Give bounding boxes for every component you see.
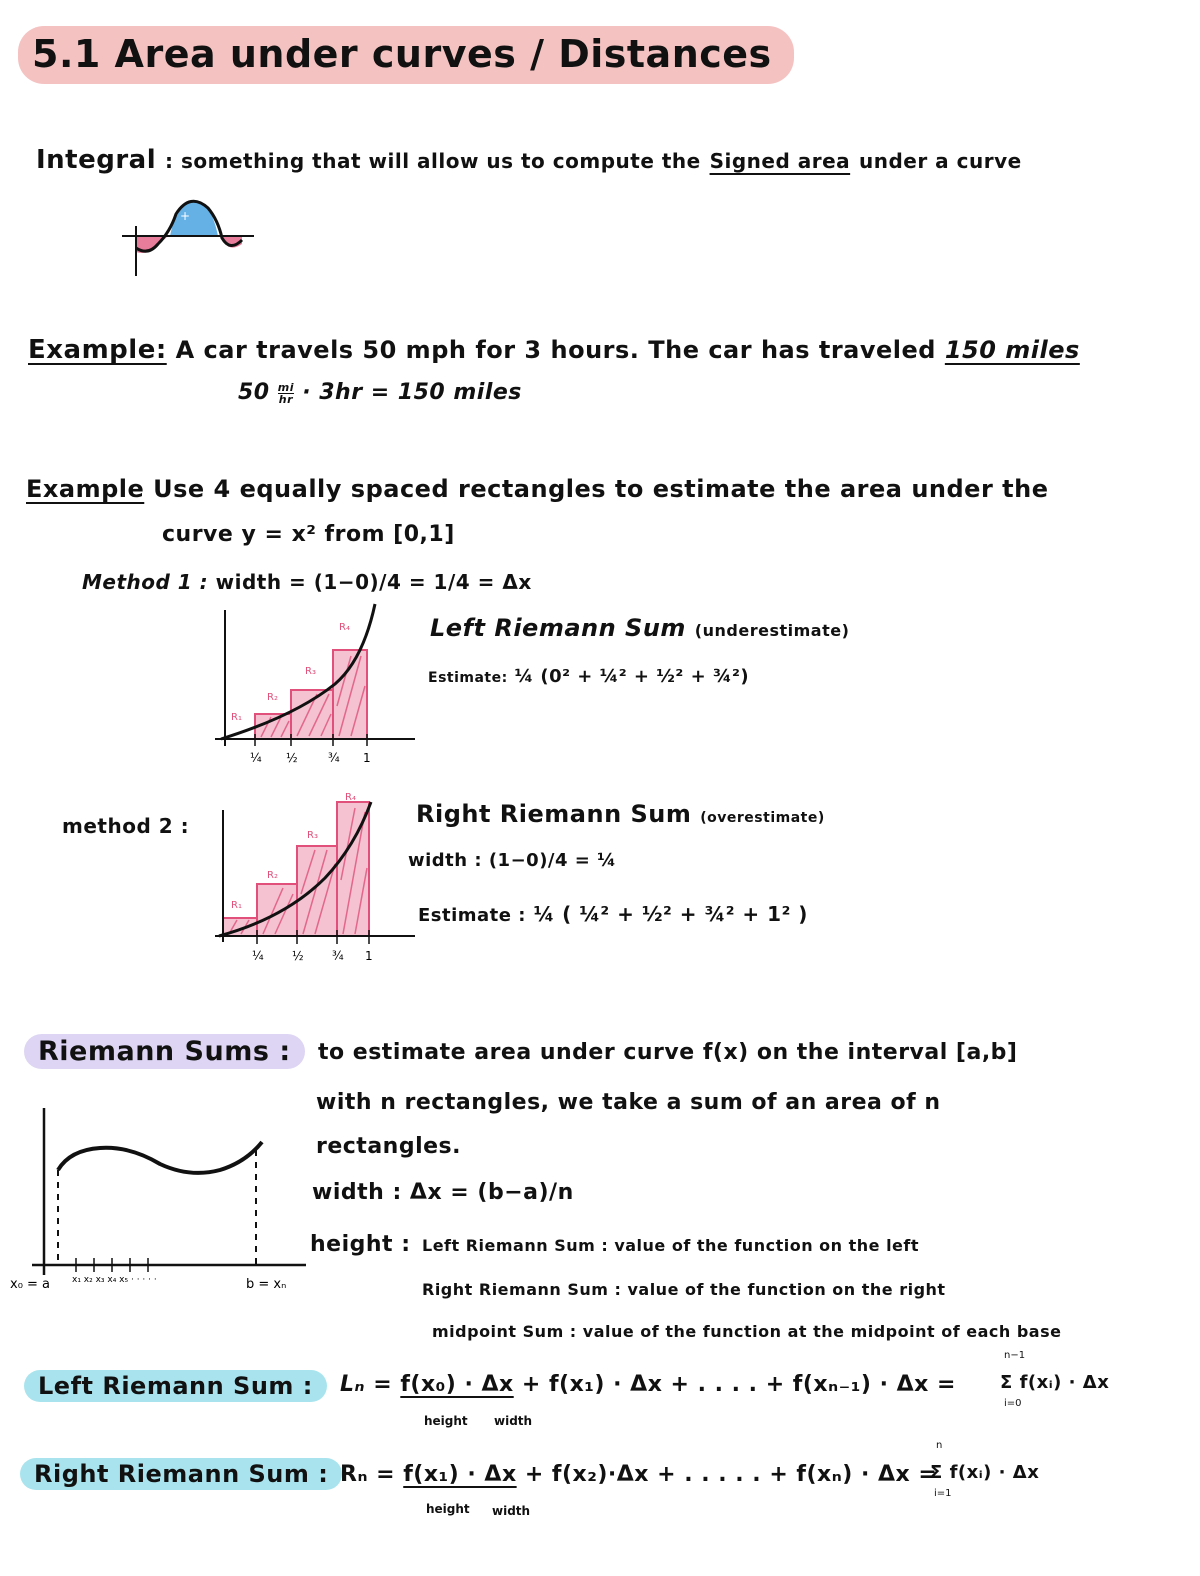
left-sum-first-term: f(x₀) · Δx — [400, 1372, 514, 1397]
left-sum-lhs: Lₙ = — [340, 1372, 393, 1397]
method1-note: (underestimate) — [694, 621, 850, 640]
calc-fraction — [278, 382, 294, 405]
riemann-width-expr: Δx = (b−a)/n — [409, 1180, 574, 1205]
integral-definition — [36, 145, 1022, 175]
positive-area — [170, 201, 218, 236]
right-sum-label: Right Riemann Sum : — [20, 1458, 342, 1490]
left-rect-label-3: R₃ — [305, 666, 316, 677]
method2-estimate-expr: ¼ ( ¼² + ½² + ¾² + 1² ) — [533, 902, 808, 926]
method2-label: method 2 : — [62, 814, 190, 838]
left-sum-label-wrap — [24, 1372, 327, 1400]
left-tick-1: ¼ — [250, 751, 262, 765]
right-sum-height-note: height — [426, 1502, 470, 1516]
right-sum-rest: + f(x₂)·Δx + . . . . . + f(xₙ) · Δx = — [524, 1462, 938, 1487]
example2-line2: curve y = x² from [0,1] — [162, 522, 455, 547]
method2-note: (overestimate) — [700, 810, 825, 826]
example2-label: Example — [26, 475, 145, 503]
right-rect-3 — [297, 846, 337, 936]
integral-def-pre: : something that will allow us to compute the — [165, 149, 701, 173]
right-rect-label-1: R₁ — [231, 900, 242, 911]
method2-heading: Right Riemann Sum — [416, 800, 692, 828]
example1-text: A car travels 50 mph for 3 hours. The car has traveled — [175, 336, 936, 364]
riemann-height-right: Right Riemann Sum : value of the function on the right — [422, 1280, 946, 1299]
axis-right-label: b = xₙ — [246, 1277, 287, 1292]
right-sum-lhs: Rₙ = — [340, 1462, 396, 1487]
example1-calc — [238, 380, 522, 405]
riemann-height-mid: midpoint Sum : value of the function at the midpoint of each base — [432, 1322, 1062, 1341]
method1-estimate-expr: ¼ (0² + ¼² + ½² + ¾²) — [514, 666, 750, 687]
general-riemann-graph — [10, 1100, 310, 1310]
left-rect-label-1: R₁ — [231, 712, 242, 723]
method2-heading-line — [416, 800, 825, 828]
left-rect-label-2: R₂ — [267, 692, 278, 703]
example2-line1 — [26, 475, 1049, 503]
riemann-label-wrap — [24, 1036, 305, 1067]
method1-width-line — [82, 570, 532, 594]
right-sigma-top: n — [936, 1440, 943, 1451]
left-sigma-bottom: i=0 — [1004, 1398, 1022, 1409]
left-sum-height-note: height — [424, 1414, 468, 1428]
calc-frac-num: mi — [277, 380, 295, 394]
method1-heading: Left Riemann Sum — [430, 614, 686, 642]
svg-text:+: + — [180, 209, 191, 223]
left-tick-2: ½ — [286, 751, 298, 765]
riemann-line2: with n rectangles, we take a sum of an area of n — [316, 1090, 941, 1115]
right-sum-formula — [340, 1462, 937, 1487]
axis-ticks-label: x₁ x₂ x₃ x₄ x₅ · · · · · — [72, 1275, 157, 1285]
right-sum-first-term: f(x₁) · Δx — [403, 1462, 517, 1487]
right-sum-sigma — [930, 1440, 1060, 1504]
right-tick-3: ¾ — [332, 949, 344, 963]
left-riemann-graph — [205, 596, 420, 776]
riemann-height-left: Left Riemann Sum : value of the function on the left — [422, 1236, 920, 1255]
right-sum-label-wrap — [20, 1460, 342, 1488]
left-sigma-expr: Σ f(xᵢ) · Δx — [1000, 1372, 1110, 1393]
axis-left-label: x₀ = a — [10, 1277, 51, 1292]
right-riemann-graph — [205, 790, 420, 975]
method1-heading-line — [430, 614, 849, 642]
riemann-height-label: height : — [310, 1232, 411, 1257]
example1-label: Example: — [28, 335, 167, 365]
method2-estimate-label: Estimate : — [418, 905, 526, 926]
integral-def-under: Signed area — [709, 149, 851, 173]
right-rect-label-3: R₃ — [307, 830, 318, 841]
method2-width: width : (1−0)/4 = ¼ — [408, 850, 617, 871]
right-sigma-expr: Σ f(xᵢ) · Δx — [930, 1462, 1040, 1483]
right-tick-2: ½ — [292, 949, 304, 963]
right-rect-label-2: R₂ — [267, 870, 278, 881]
left-sum-width-note: width — [494, 1414, 533, 1428]
example2-text1: Use 4 equally spaced rectangles to estimate the area under the — [153, 475, 1049, 503]
left-sigma-top: n−1 — [1004, 1350, 1026, 1361]
example1-answer: 150 miles — [944, 336, 1080, 364]
method2-estimate-line — [418, 902, 808, 926]
riemann-width-label: width : — [312, 1180, 402, 1205]
method1-estimate-label: Estimate: — [428, 670, 508, 686]
riemann-label: Riemann Sums : — [24, 1034, 305, 1069]
right-sigma-bottom: i=1 — [934, 1488, 952, 1499]
left-sum-label: Left Riemann Sum : — [24, 1370, 327, 1402]
left-tick-4: 1 — [363, 751, 371, 765]
example1-line — [28, 335, 1080, 365]
right-rect-label-4: R₄ — [345, 792, 356, 803]
right-sum-width-note: width — [492, 1504, 531, 1518]
integral-def-post: under a curve — [859, 149, 1022, 173]
riemann-line1: to estimate area under curve f(x) on the interval [a,b] — [318, 1040, 1018, 1065]
riemann-width-line — [312, 1180, 574, 1205]
calc-frac-den: hr — [278, 392, 294, 406]
method1-width: width = (1−0)/4 = 1/4 = Δx — [215, 570, 532, 594]
riemann-line3: rectangles. — [316, 1134, 461, 1159]
page-title: 5.1 Area under curves / Distances — [18, 26, 794, 84]
method1-label: Method 1 : — [82, 570, 209, 594]
signed-area-sketch — [118, 186, 258, 278]
left-tick-3: ¾ — [328, 751, 340, 765]
calc-rest: · 3hr = 150 miles — [302, 380, 522, 405]
calc-lhs: 50 — [238, 380, 270, 405]
integral-term: Integral — [36, 145, 157, 175]
left-sum-formula — [340, 1372, 956, 1397]
left-sum-rest: + f(x₁) · Δx + . . . . + f(xₙ₋₁) · Δx = — [521, 1372, 956, 1397]
method1-estimate-line — [428, 666, 749, 687]
right-tick-1: ¼ — [252, 949, 264, 963]
left-sum-sigma — [1000, 1350, 1130, 1414]
right-tick-4: 1 — [365, 949, 373, 963]
left-rect-label-4: R₄ — [339, 622, 350, 633]
